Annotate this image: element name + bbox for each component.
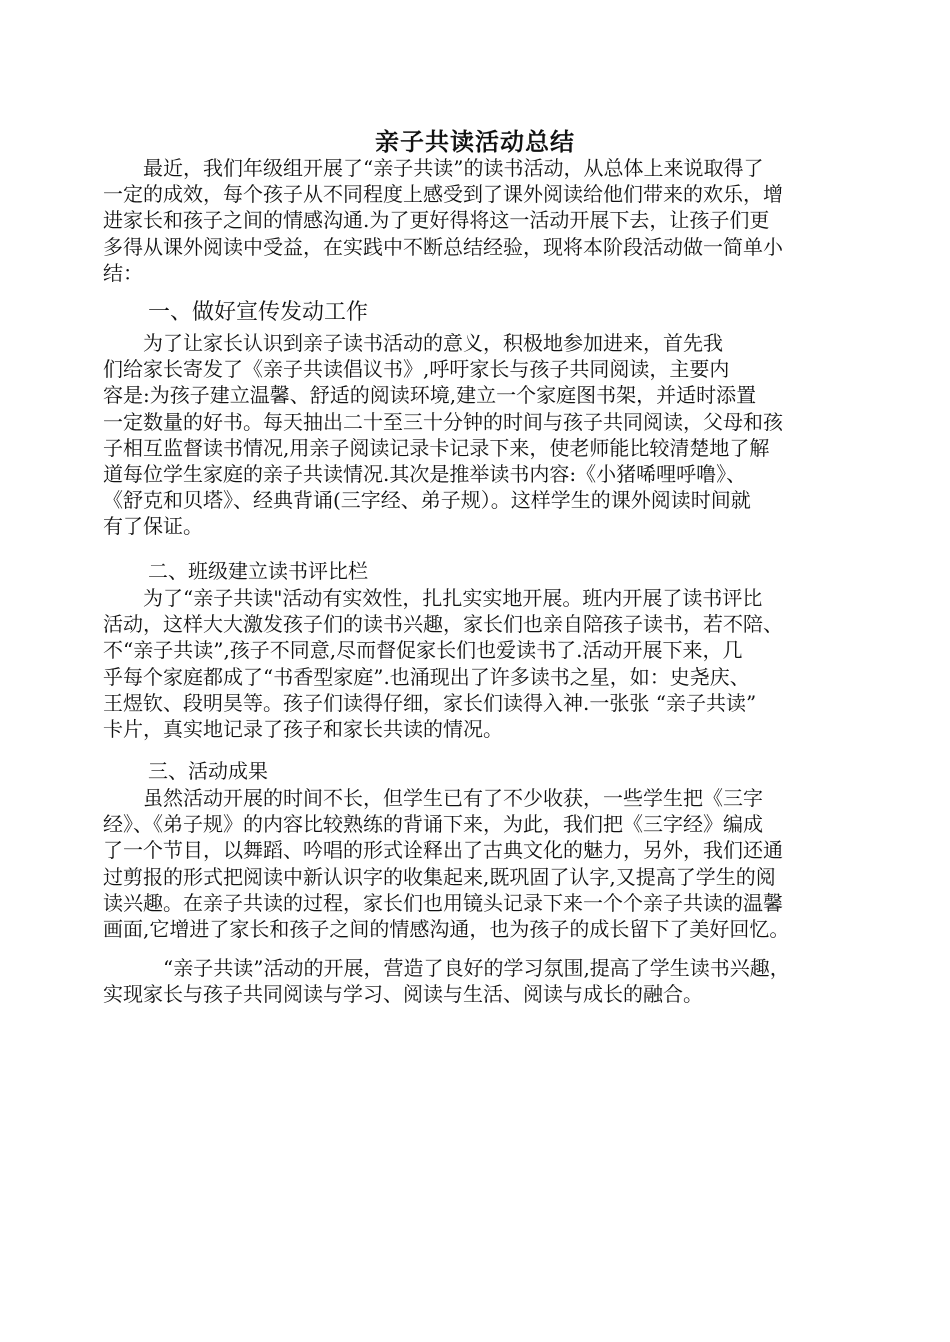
section-heading-3: 三、活动成果 xyxy=(148,759,268,783)
intro-paragraph xyxy=(103,155,851,286)
text-line: 了一个节目，以舞蹈、吟唱的形式诠释出了古典文化的魅力，另外，我们还通 xyxy=(103,838,783,863)
text-line: “亲子共读”活动的开展，营造了良好的学习氛围,提高了学生读书兴趣， xyxy=(103,956,790,980)
text-line: 读兴趣。在亲子共读的过程，家长们也用镜头记录下来一个个亲子共读的温馨 xyxy=(103,890,783,915)
section-3-paragraph xyxy=(103,785,851,942)
section-2-paragraph xyxy=(103,585,851,742)
text-line: 结： xyxy=(103,260,143,285)
text-line: 进家长和孩子之间的情感沟通.为了更好得将这一活动开展下去，让孩子们更 xyxy=(103,208,770,233)
text-line: 一定的成效，每个孩子从不同程度上感受到了课外阅读给他们带来的欢乐，增 xyxy=(103,182,783,207)
document-title: 亲子共读活动总结 xyxy=(375,127,575,156)
text-line: 有了保证。 xyxy=(103,514,203,539)
text-line: 过剪报的形式把阅读中新认识字的收集起来,既巩固了认字,又提高了学生的阅 xyxy=(103,864,776,889)
text-line: 多得从课外阅读中受益，在实践中不断总结经验，现将本阶段活动做一简单小 xyxy=(103,234,783,259)
conclusion-paragraph xyxy=(103,955,851,1007)
text-line: 不“亲子共读”,孩子不同意,尽而督促家长们也爱读书了.活动开展下来，几 xyxy=(103,638,743,663)
text-line: 容是:为孩子建立温馨、舒适的阅读环境,建立一个家庭图书架，并适时添置 xyxy=(103,383,757,408)
text-line: 经》、《弟子规》的内容比较熟练的背诵下来，为此，我们把《三字经》编成 xyxy=(103,812,763,837)
text-line: 最近，我们年级组开展了“亲子共读”的读书活动，从总体上来说取得了 xyxy=(103,156,764,180)
text-line: 们给家长寄发了《亲子共读倡议书》,呼吁家长与孩子共同阅读，主要内 xyxy=(103,357,730,382)
text-line: 道每位学生家庭的亲子共读情况.其次是推举读书内容:《小猪唏哩呼噜》、 xyxy=(103,462,747,487)
text-line: 卡片，真实地记录了孩子和家长共读的情况。 xyxy=(103,717,503,742)
text-line: 活动，这样大大激发孩子们的读书兴趣，家长们也亲自陪孩子读书，若不陪、 xyxy=(103,612,783,637)
section-heading-2: 二、班级建立读书评比栏 xyxy=(148,559,368,583)
section-heading-1: 一、做好宣传发动工作 xyxy=(148,300,369,325)
text-line: 一定数量的好书。每天抽出二十至三十分钟的时间与孩子共同阅读，父母和孩 xyxy=(103,409,783,434)
text-line: 为了让家长认识到亲子读书活动的意义，积极地参加进来，首先我 xyxy=(103,331,723,355)
text-line: 子相互监督读书情况,用亲子阅读记录卡记录下来，使老师能比较清楚地了解 xyxy=(103,435,770,460)
text-line: 王煜钦、段明昊等。孩子们读得仔细，家长们读得入神.一张张 “亲子共读” xyxy=(103,690,757,715)
section-1-paragraph xyxy=(103,330,851,540)
text-line: 画面,它增进了家长和孩子之间的情感沟通，也为孩子的成长留下了美好回忆。 xyxy=(103,917,790,942)
text-line: 实现家长与孩子共同阅读与学习、阅读与生活、阅读与成长的融合。 xyxy=(103,982,703,1007)
text-line: 《舒克和贝塔》、经典背诵(三字经、弟子规）。这样学生的课外阅读时间就 xyxy=(103,488,751,513)
text-line: 乎每个家庭都成了“书香型家庭”.也涌现出了许多读书之星，如：史尧庆、 xyxy=(103,664,750,689)
text-line: 虽然活动开展的时间不长，但学生已有了不少收获，一些学生把《三字 xyxy=(103,786,763,810)
text-line: 为了“亲子共读"活动有实效性，扎扎实实地开展。班内开展了读书评比 xyxy=(103,586,763,610)
